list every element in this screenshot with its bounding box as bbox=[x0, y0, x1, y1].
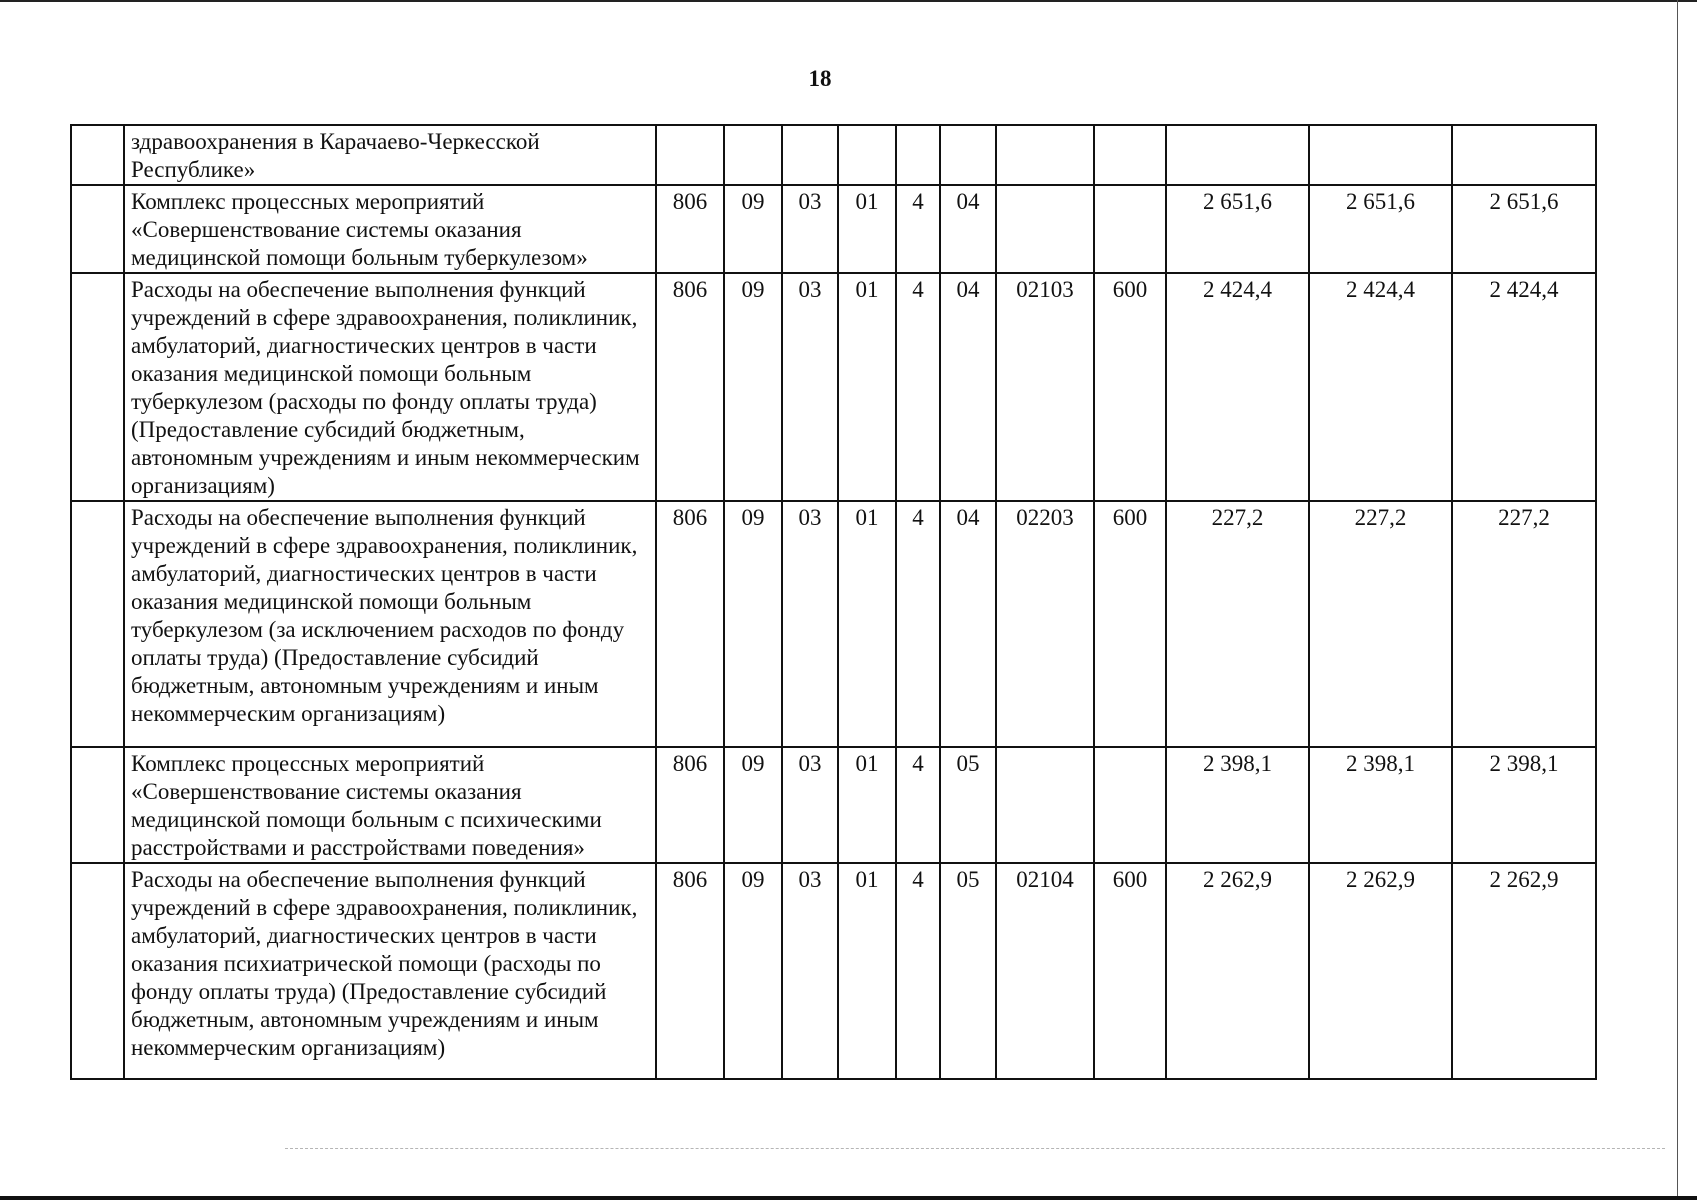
cell-row-number bbox=[71, 863, 124, 1079]
cell-expense-code: 02203 bbox=[996, 501, 1094, 747]
cell-name: Комплекс процессных мероприятий «Совершенствование системы оказания медицинской помощи больным с психическими расстройствами и расстройствами поведения» bbox=[124, 747, 656, 863]
cell-sum-year-1: 2 398,1 bbox=[1166, 747, 1309, 863]
cell-row-number bbox=[71, 185, 124, 273]
cell-direction-code bbox=[940, 125, 996, 185]
cell-name: здравоохранения в Карачаево-Черкесской Республике» bbox=[124, 125, 656, 185]
cell-program-code bbox=[838, 125, 896, 185]
cell-subsection-code: 03 bbox=[782, 501, 838, 747]
cell-subsection-code: 03 bbox=[782, 863, 838, 1079]
cell-name: Расходы на обеспечение выполнения функций учреждений в сфере здравоохранения, поликлиник, амбулаторий, диагностических центров в части оказания медицинской помощи больным туберкулезом (расходы по фонду оплаты труда) (Предоставление субсидий бюджетным, автономным учреждениям и иным некоммерческим организациям) bbox=[124, 273, 656, 501]
cell-program-code: 01 bbox=[838, 185, 896, 273]
table-row bbox=[71, 185, 1596, 273]
cell-ved-code bbox=[656, 125, 724, 185]
cell-type-code: 4 bbox=[896, 273, 940, 501]
cell-expense-code bbox=[996, 747, 1094, 863]
cell-section-code bbox=[724, 125, 782, 185]
cell-program-code: 01 bbox=[838, 501, 896, 747]
cell-expense-code: 02104 bbox=[996, 863, 1094, 1079]
cell-section-code: 09 bbox=[724, 863, 782, 1079]
scan-border-right bbox=[1677, 0, 1678, 1200]
cell-direction-code: 04 bbox=[940, 501, 996, 747]
cell-name: Комплекс процессных мероприятий «Совершенствование системы оказания медицинской помощи больным туберкулезом» bbox=[124, 185, 656, 273]
cell-sum-year-2: 227,2 bbox=[1309, 501, 1452, 747]
cell-type-code: 4 bbox=[896, 863, 940, 1079]
cell-type-code: 4 bbox=[896, 501, 940, 747]
cell-subsection-code bbox=[782, 125, 838, 185]
cell-name: Расходы на обеспечение выполнения функций учреждений в сфере здравоохранения, поликлиник, амбулаторий, диагностических центров в части оказания медицинской помощи больным туберкулезом (за исключением расходов по фонду оплаты труда) (Предоставление субсидий бюджетным, автономным учреждениям и иным некоммерческим организациям) bbox=[124, 501, 656, 747]
cell-subsection-code: 03 bbox=[782, 185, 838, 273]
cell-direction-code: 05 bbox=[940, 747, 996, 863]
cell-sum-year-3: 2 651,6 bbox=[1452, 185, 1596, 273]
cell-name: Расходы на обеспечение выполнения функций учреждений в сфере здравоохранения, поликлиник, амбулаторий, диагностических центров в части оказания психиатрической помощи (расходы по фонду оплаты труда) (Предоставление субсидий бюджетным, автономным учреждениям и иным некоммерческим организациям) bbox=[124, 863, 656, 1079]
cell-sum-year-1: 2 262,9 bbox=[1166, 863, 1309, 1079]
cell-expense-type-code: 600 bbox=[1094, 273, 1166, 501]
table-row bbox=[71, 863, 1596, 1079]
cell-expense-type-code bbox=[1094, 185, 1166, 273]
table-row bbox=[71, 125, 1596, 185]
cell-ved-code: 806 bbox=[656, 273, 724, 501]
cell-sum-year-2: 2 262,9 bbox=[1309, 863, 1452, 1079]
cell-subsection-code: 03 bbox=[782, 273, 838, 501]
cell-section-code: 09 bbox=[724, 273, 782, 501]
scan-border-top bbox=[0, 0, 1697, 2]
cell-sum-year-2 bbox=[1309, 125, 1452, 185]
cell-ved-code: 806 bbox=[656, 185, 724, 273]
cell-direction-code: 04 bbox=[940, 273, 996, 501]
table-row bbox=[71, 747, 1596, 863]
cell-direction-code: 05 bbox=[940, 863, 996, 1079]
scan-border-bottom bbox=[0, 1196, 1697, 1200]
cell-expense-code bbox=[996, 125, 1094, 185]
cell-sum-year-1: 2 424,4 bbox=[1166, 273, 1309, 501]
cell-type-code bbox=[896, 125, 940, 185]
cell-program-code: 01 bbox=[838, 747, 896, 863]
cell-sum-year-3: 2 424,4 bbox=[1452, 273, 1596, 501]
table-body bbox=[71, 125, 1596, 1079]
cell-ved-code: 806 bbox=[656, 863, 724, 1079]
cell-sum-year-3: 227,2 bbox=[1452, 501, 1596, 747]
cell-expense-type-code: 600 bbox=[1094, 863, 1166, 1079]
cell-section-code: 09 bbox=[724, 501, 782, 747]
cell-subsection-code: 03 bbox=[782, 747, 838, 863]
cell-sum-year-2: 2 398,1 bbox=[1309, 747, 1452, 863]
cell-sum-year-3 bbox=[1452, 125, 1596, 185]
cell-sum-year-3: 2 398,1 bbox=[1452, 747, 1596, 863]
cell-row-number bbox=[71, 501, 124, 747]
cell-row-number bbox=[71, 125, 124, 185]
cell-expense-code: 02103 bbox=[996, 273, 1094, 501]
cell-sum-year-1: 227,2 bbox=[1166, 501, 1309, 747]
cell-expense-code bbox=[996, 185, 1094, 273]
cell-type-code: 4 bbox=[896, 747, 940, 863]
cell-sum-year-3: 2 262,9 bbox=[1452, 863, 1596, 1079]
cell-section-code: 09 bbox=[724, 747, 782, 863]
cell-direction-code: 04 bbox=[940, 185, 996, 273]
cell-expense-type-code: 600 bbox=[1094, 501, 1166, 747]
cell-type-code: 4 bbox=[896, 185, 940, 273]
cell-sum-year-1 bbox=[1166, 125, 1309, 185]
cell-ved-code: 806 bbox=[656, 501, 724, 747]
cell-expense-type-code bbox=[1094, 747, 1166, 863]
cell-program-code: 01 bbox=[838, 863, 896, 1079]
table-row bbox=[71, 501, 1596, 747]
table-row bbox=[71, 273, 1596, 501]
cell-row-number bbox=[71, 747, 124, 863]
cell-row-number bbox=[71, 273, 124, 501]
page-number: 18 bbox=[808, 66, 832, 91]
cell-ved-code: 806 bbox=[656, 747, 724, 863]
budget-table bbox=[70, 124, 1597, 1080]
cell-sum-year-1: 2 651,6 bbox=[1166, 185, 1309, 273]
cell-program-code: 01 bbox=[838, 273, 896, 501]
cell-sum-year-2: 2 651,6 bbox=[1309, 185, 1452, 273]
scan-faint-rule bbox=[285, 1148, 1665, 1150]
cell-section-code: 09 bbox=[724, 185, 782, 273]
cell-sum-year-2: 2 424,4 bbox=[1309, 273, 1452, 501]
cell-expense-type-code bbox=[1094, 125, 1166, 185]
